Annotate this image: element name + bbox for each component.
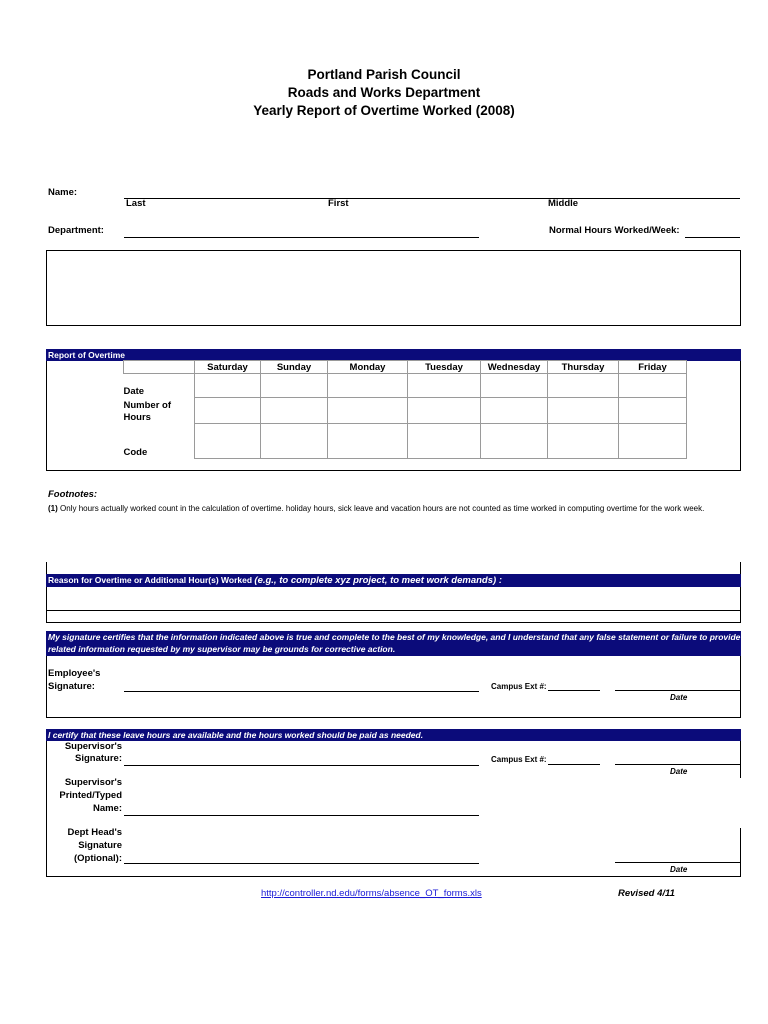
- reason-bar-title: Reason for Overtime or Additional Hour(s) Worked: [48, 575, 253, 585]
- supervisor-printed-name-label: [48, 776, 122, 815]
- printed-label-1: Supervisor's: [64, 777, 122, 788]
- code-cell[interactable]: [195, 424, 261, 459]
- last-name-label: Last: [126, 198, 146, 209]
- dept-head-date-label: Date: [670, 865, 688, 874]
- date-cell[interactable]: [328, 374, 408, 398]
- employee-signature-box: [46, 656, 741, 718]
- reason-bar: [46, 574, 741, 587]
- reason-divider: [46, 610, 741, 611]
- normal-hours-field[interactable]: [685, 237, 740, 238]
- reason-field[interactable]: [46, 587, 741, 623]
- day-header: Sunday: [261, 361, 328, 374]
- code-cell[interactable]: [481, 424, 548, 459]
- reason-left-edge: [46, 562, 47, 574]
- header-line-2: Roads and Works Department: [287, 85, 481, 100]
- hours-cell[interactable]: [619, 398, 687, 424]
- footnote-text: Only hours actually worked count in the calculation of overtime. holiday hours, sick leave and vacation hours are not counted as time worked in computing overtime for the work week.: [60, 504, 705, 513]
- day-header: Tuesday: [408, 361, 481, 374]
- day-header: Friday: [619, 361, 687, 374]
- supervisor-signature-label: [48, 741, 122, 765]
- supervisor-cert-bar: I certify that these leave hours are available and the hours worked should be paid as needed.: [46, 729, 741, 741]
- date-cell[interactable]: [619, 374, 687, 398]
- employee-campus-ext-field[interactable]: [548, 690, 600, 691]
- supervisor-printed-name-field[interactable]: [124, 815, 479, 816]
- supervisor-bottom-edge: [46, 876, 741, 877]
- row-label-date: Date: [123, 385, 145, 397]
- hours-cell[interactable]: [481, 398, 548, 424]
- printed-label-2: Printed/Typed: [59, 790, 122, 801]
- date-cell[interactable]: [195, 374, 261, 398]
- day-header: Saturday: [195, 361, 261, 374]
- dept-head-label-2: Signature: [78, 840, 122, 851]
- hours-cell[interactable]: [408, 398, 481, 424]
- reason-bar-hint: (e.g., to complete xyz project, to meet work demands) :: [254, 575, 502, 586]
- employee-sig-label-1: Employee's: [48, 668, 101, 679]
- footnotes-title: Footnotes:: [48, 489, 98, 500]
- first-name-label: First: [328, 198, 349, 209]
- supervisor-right-edge-bottom: [740, 828, 741, 876]
- employee-signature-label: [48, 667, 100, 693]
- date-cell[interactable]: [481, 374, 548, 398]
- footnote-marker: (1): [48, 504, 58, 513]
- employee-sig-label-2: Signature:: [48, 681, 95, 692]
- name-field[interactable]: [124, 198, 740, 199]
- employee-signature-field[interactable]: [124, 691, 479, 692]
- code-cell[interactable]: [408, 424, 481, 459]
- hours-cell[interactable]: [195, 398, 261, 424]
- day-header: Thursday: [548, 361, 619, 374]
- date-cell[interactable]: [408, 374, 481, 398]
- employee-campus-ext-label: Campus Ext #:: [491, 682, 547, 691]
- dept-head-label-3: (Optional):: [73, 853, 122, 864]
- employee-date-field[interactable]: [615, 690, 740, 691]
- dept-head-signature-field[interactable]: [124, 863, 479, 864]
- forms-link[interactable]: http://controller.nd.edu/forms/absence_OT_forms.xls: [261, 888, 482, 899]
- dept-head-date-field[interactable]: [615, 862, 740, 863]
- supervisor-signature-field[interactable]: [124, 765, 479, 766]
- code-cell[interactable]: [548, 424, 619, 459]
- department-field[interactable]: [124, 237, 479, 238]
- hours-cell[interactable]: [261, 398, 328, 424]
- code-cell[interactable]: [328, 424, 408, 459]
- normal-hours-label: Normal Hours Worked/Week:: [549, 225, 680, 236]
- day-header: Wednesday: [481, 361, 548, 374]
- supervisor-sig-label-1: Supervisor's: [64, 741, 122, 752]
- supervisor-date-label: Date: [670, 767, 688, 776]
- hours-cell[interactable]: [548, 398, 619, 424]
- dept-head-label-1: Dept Head's: [67, 827, 122, 838]
- header-line-1: Portland Parish Council: [307, 67, 461, 82]
- supervisor-campus-ext-field[interactable]: [548, 764, 600, 765]
- printed-label-3: Name:: [92, 803, 122, 814]
- day-header: Monday: [328, 361, 408, 374]
- employee-date-label: Date: [670, 693, 688, 702]
- supervisor-campus-ext-label: Campus Ext #:: [491, 755, 547, 764]
- revised-label: Revised 4/11: [618, 888, 675, 899]
- hours-cell[interactable]: [328, 398, 408, 424]
- reason-right-edge: [740, 562, 741, 574]
- report-of-overtime-bar: Report of Overtime: [46, 349, 741, 361]
- row-label-code: Code: [123, 446, 148, 458]
- footnote-1: [48, 503, 728, 514]
- middle-name-label: Middle: [548, 198, 579, 209]
- info-box[interactable]: [46, 250, 741, 326]
- code-cell[interactable]: [619, 424, 687, 459]
- supervisor-right-edge-top: [740, 741, 741, 778]
- corner-cell: [124, 361, 195, 374]
- supervisor-date-field[interactable]: [615, 764, 740, 765]
- supervisor-left-edge: [46, 741, 47, 876]
- code-cell[interactable]: [261, 424, 328, 459]
- row-label-hours: Number of Hours: [123, 399, 171, 423]
- name-label: Name:: [48, 187, 78, 198]
- date-cell[interactable]: [548, 374, 619, 398]
- supervisor-sig-label-2: Signature:: [75, 753, 122, 764]
- report-title: Yearly Report of Overtime Worked (2008): [253, 103, 515, 118]
- dept-head-signature-label: [48, 826, 122, 865]
- date-cell[interactable]: [261, 374, 328, 398]
- overtime-table: [123, 360, 687, 459]
- employee-cert-bar: My signature certifies that the information indicated above is true and complete to the best of my knowledge, and I understand that any false statement or failure to provide related information requested by my supervisor may be grounds for corrective action.: [46, 631, 741, 656]
- department-label: Department:: [48, 225, 104, 236]
